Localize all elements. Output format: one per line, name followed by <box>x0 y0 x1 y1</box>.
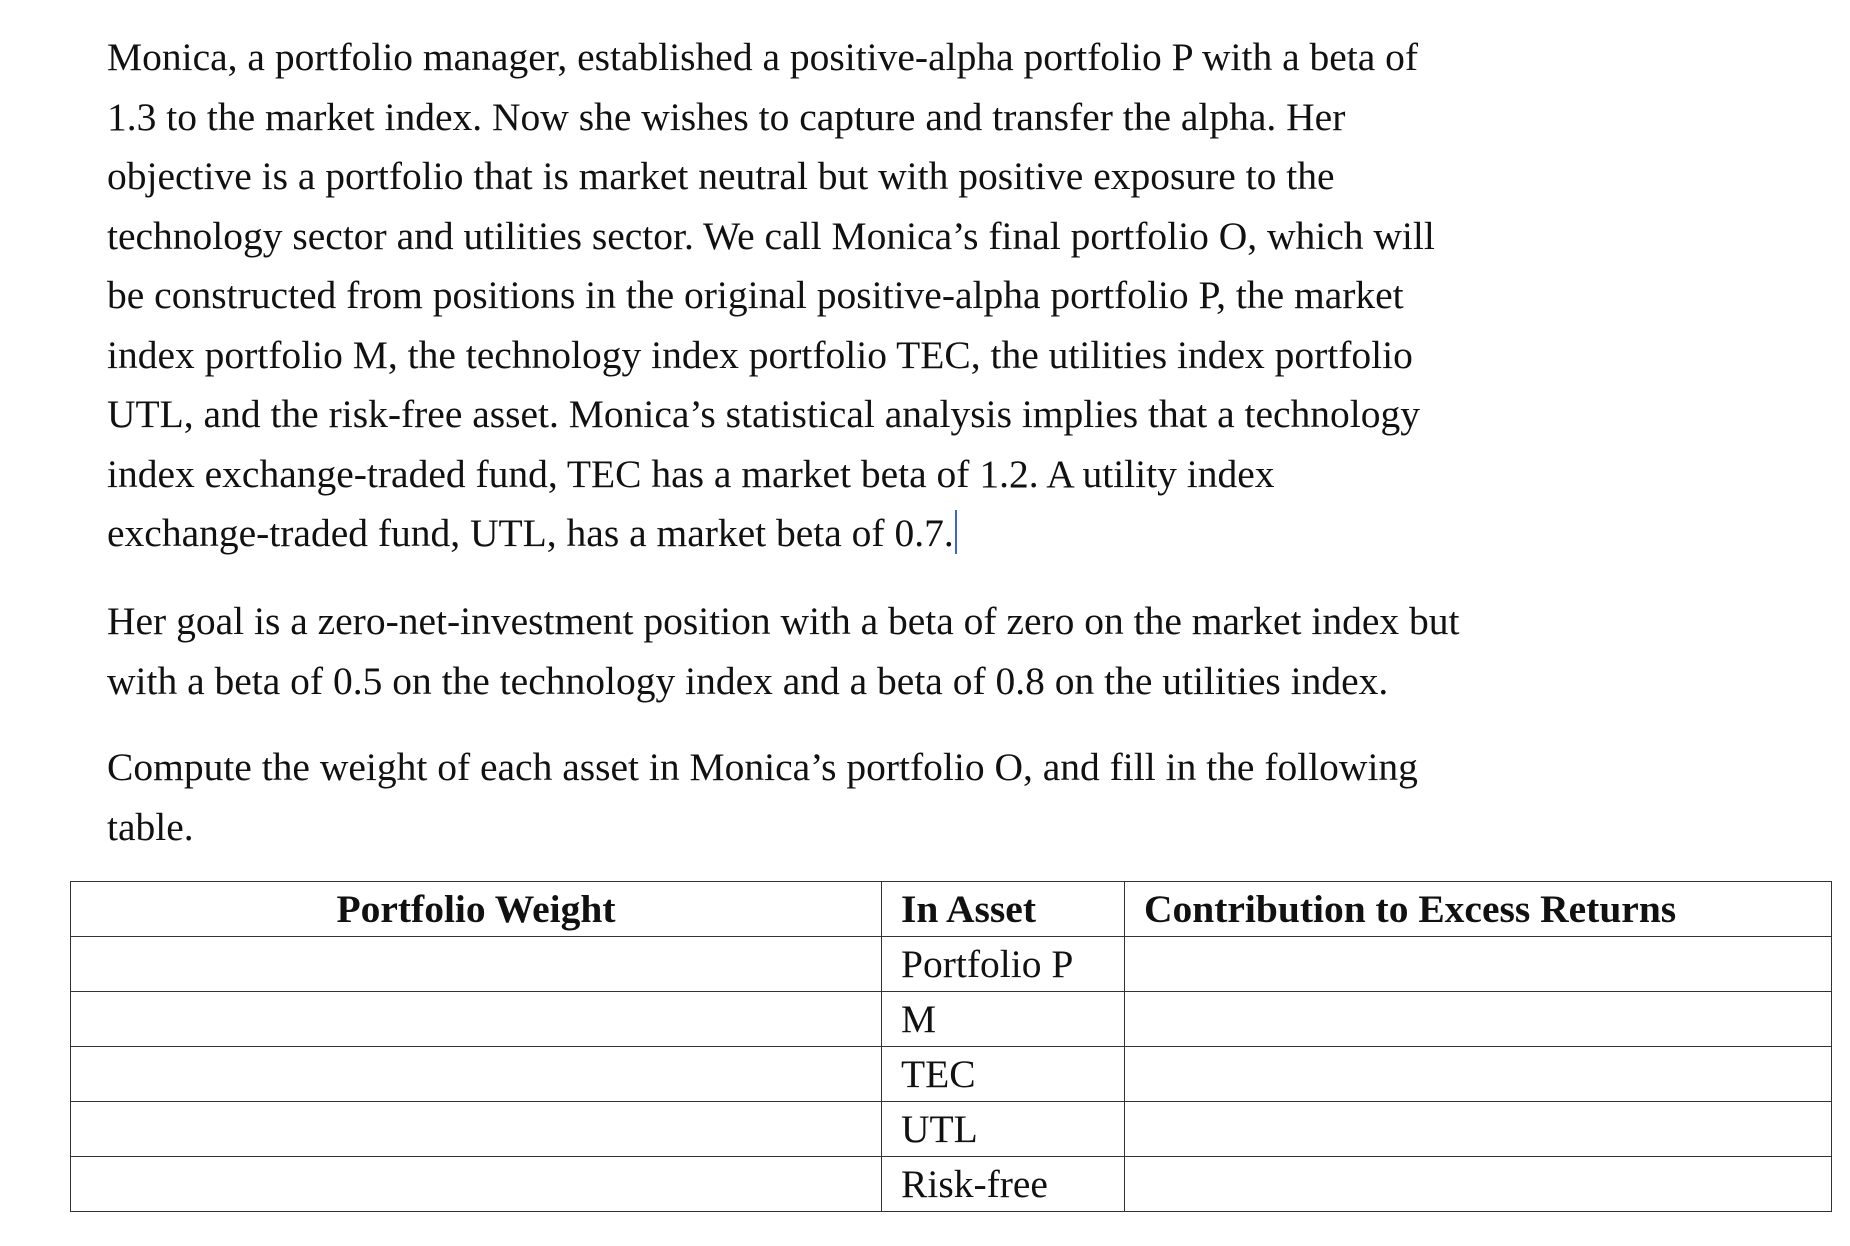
problem-paragraph-1[interactable] <box>107 28 1667 564</box>
table-row <box>71 937 1832 992</box>
weight-cell-portfolio-p[interactable] <box>71 937 882 992</box>
text-cursor-caret <box>955 510 957 554</box>
table-row <box>71 992 1832 1047</box>
problem-paragraph-2[interactable] <box>107 592 1667 711</box>
paragraph-last-line <box>107 504 1667 564</box>
header-contribution-excess-returns: Contribution to Excess Returns <box>1125 882 1832 937</box>
header-portfolio-weight: Portfolio Weight <box>71 882 882 937</box>
asset-cell: UTL <box>882 1102 1125 1157</box>
portfolio-weights-table <box>70 881 1832 1212</box>
asset-cell: M <box>882 992 1125 1047</box>
weight-cell-utl[interactable] <box>71 1102 882 1157</box>
weight-cell-m[interactable] <box>71 992 882 1047</box>
paragraph-line: index exchange-traded fund, TEC has a market beta of 1.2. A utility index <box>107 451 1275 496</box>
table-row <box>71 1047 1832 1102</box>
paragraph-line: 1.3 to the market index. Now she wishes to capture and transfer the alpha. Her <box>107 94 1346 139</box>
paragraph-line: with a beta of 0.5 on the technology index and a beta of 0.8 on the utilities index. <box>107 658 1389 703</box>
contribution-cell-portfolio-p[interactable] <box>1125 937 1832 992</box>
paragraph-line-text: exchange-traded fund, UTL, has a market beta of 0.7. <box>107 511 954 555</box>
header-in-asset: In Asset <box>882 882 1125 937</box>
paragraph-line: Compute the weight of each asset in Monica’s portfolio O, and fill in the following <box>107 745 1418 789</box>
contribution-cell-tec[interactable] <box>1125 1047 1832 1102</box>
paragraph-line: Her goal is a zero-net-investment position with a beta of zero on the market index but <box>107 599 1460 643</box>
paragraph-line: technology sector and utilities sector. We call Monica’s final portfolio O, which will <box>107 213 1435 258</box>
paragraph-line: UTL, and the risk-free asset. Monica’s statistical analysis implies that a technology <box>107 392 1421 436</box>
weight-cell-tec[interactable] <box>71 1047 882 1102</box>
paragraph-line: objective is a portfolio that is market neutral but with positive exposure to the <box>107 154 1335 198</box>
table-row <box>71 1102 1832 1157</box>
asset-cell: Portfolio P <box>882 937 1125 992</box>
paragraph-line: table. <box>107 804 194 849</box>
weight-cell-risk-free[interactable] <box>71 1157 882 1212</box>
paragraph-line: be constructed from positions in the original positive-alpha portfolio P, the market <box>107 273 1404 317</box>
table-row <box>71 1157 1832 1212</box>
asset-cell: Risk-free <box>882 1157 1125 1212</box>
contribution-cell-risk-free[interactable] <box>1125 1157 1832 1212</box>
paragraph-line: index portfolio M, the technology index portfolio TEC, the utilities index portfolio <box>107 332 1413 377</box>
problem-paragraph-3[interactable] <box>107 738 1667 857</box>
contribution-cell-m[interactable] <box>1125 992 1832 1047</box>
table-header-row <box>71 882 1832 937</box>
asset-cell: TEC <box>882 1047 1125 1102</box>
paragraph-line: Monica, a portfolio manager, established a positive-alpha portfolio P with a beta of <box>107 35 1419 79</box>
contribution-cell-utl[interactable] <box>1125 1102 1832 1157</box>
